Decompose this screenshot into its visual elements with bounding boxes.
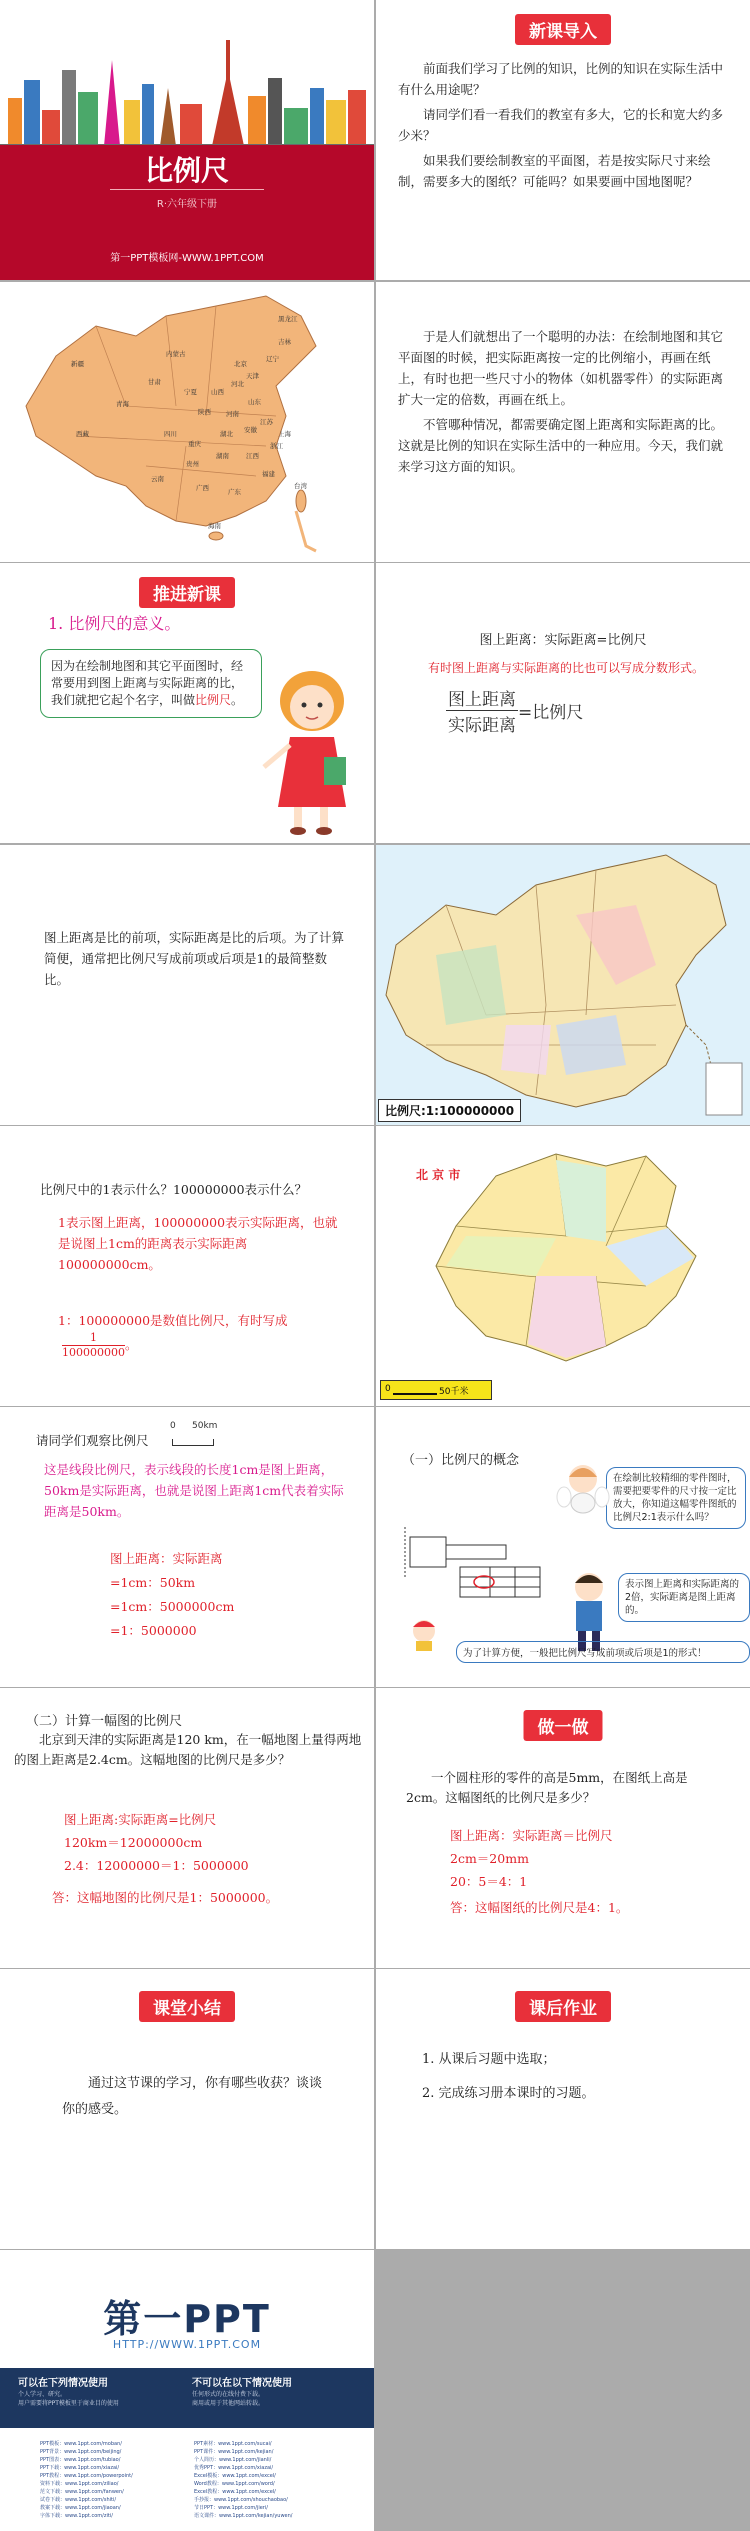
line-scale-figure bbox=[168, 1421, 238, 1449]
section-banner: 新课导入 bbox=[515, 14, 611, 45]
fraction-numerator: 图上距离 bbox=[446, 685, 518, 711]
map-label: 重庆 bbox=[188, 440, 201, 448]
resource-link[interactable]: PPT教程：www.1ppt.com/powerpoint/ bbox=[40, 2473, 133, 2479]
intro-para-3: 如果我们要绘制教室的平面图，若是按实际尺寸来绘制，需要多大的图纸？可能吗？如果要画中国地图呢？ bbox=[398, 153, 711, 189]
explanation-para-1: 于是人们就想出了一个聪明的办法：在绘制地图和其它平面图的时候，把实际距离按一定的比例缩小，再画在纸上，有时也把一些尺寸小的物体（如机器零件）的实际距离扩大一定的倍数，再画在纸上。 bbox=[398, 329, 724, 407]
calc-answer: 答：这幅地图的比例尺是1：5000000。 bbox=[52, 1890, 279, 1905]
map-label: 北京 bbox=[234, 360, 247, 368]
section-banner: 推进新课 bbox=[139, 577, 235, 608]
can-use-item: 用户需要将PPT模板里于商业目的使用 bbox=[18, 2400, 119, 2407]
map-label: 海南 bbox=[208, 522, 221, 530]
map-label: 河南 bbox=[226, 410, 239, 418]
fraction-formula bbox=[446, 685, 583, 736]
resource-link[interactable]: PPT下载：www.1ppt.com/xiazai/ bbox=[40, 2465, 120, 2471]
map-label: 黑龙江 bbox=[278, 315, 298, 323]
slide-ratio-terms[interactable] bbox=[0, 845, 374, 1125]
map-label: 山西 bbox=[211, 388, 224, 396]
line-scale-bar bbox=[172, 1439, 214, 1446]
slide-calculate-scale[interactable] bbox=[0, 1688, 374, 1968]
map-title: 北 京 市 bbox=[416, 1168, 461, 1182]
scale-line bbox=[393, 1393, 437, 1395]
calc-line: 图上距离：实际距离 bbox=[110, 1551, 223, 1566]
brand-logo: 第一PPT bbox=[103, 2297, 271, 2341]
slide-formula[interactable] bbox=[376, 563, 750, 843]
resource-link[interactable]: 教案下载：www.1ppt.com/jiaoan/ bbox=[40, 2505, 121, 2511]
resource-link[interactable]: PPT背景：www.1ppt.com/beijing/ bbox=[40, 2449, 122, 2455]
resource-link[interactable]: 试卷下载：www.1ppt.com/shiti/ bbox=[40, 2497, 117, 2503]
political-map-image bbox=[376, 845, 750, 1125]
calc-line: =1cm：50km bbox=[110, 1575, 196, 1590]
cannot-use-item: 任何形式的在线付费下载。 bbox=[192, 2391, 265, 2398]
answer-bubble bbox=[618, 1573, 750, 1622]
explanation-text bbox=[398, 326, 732, 477]
calc-title: （二）计算一幅图的比例尺 bbox=[26, 1714, 183, 1729]
section-banner: 做一做 bbox=[524, 1710, 603, 1741]
title-band bbox=[0, 145, 374, 280]
kid-illustration bbox=[404, 1613, 444, 1653]
can-use-item: 个人学习、研究。 bbox=[18, 2391, 67, 2398]
line-scale-calculation bbox=[110, 1547, 234, 1643]
intro-para-2: 请同学们看一看我们的教室有多大，它的长和宽大约多少米？ bbox=[398, 107, 724, 143]
line-scale-start: 0 bbox=[170, 1421, 176, 1431]
practice-step: 20：5＝4：1 bbox=[450, 1874, 528, 1889]
map-label: 湖南 bbox=[216, 452, 229, 460]
calc-step: 2.4：12000000＝1：5000000 bbox=[64, 1858, 249, 1873]
fraction-denominator: 100000000 bbox=[62, 1346, 125, 1359]
map-label: 广西 bbox=[196, 484, 209, 492]
explanation-para-2: 不管哪种情况，都需要确定图上距离和实际距离的比。这就是比例的知识在实际生活中的一种应用。今天，我们就来学习这方面的知识。 bbox=[398, 417, 724, 474]
cannot-use-list bbox=[192, 2390, 264, 2408]
map-label: 辽宁 bbox=[266, 355, 279, 363]
map-label: 广东 bbox=[228, 488, 241, 496]
slide-subtitle: R·六年级下册 bbox=[156, 199, 218, 210]
resource-link[interactable]: 语文课件：www.1ppt.com/kejian/yuwen/ bbox=[194, 2513, 293, 2519]
map-label: 吉林 bbox=[278, 338, 291, 346]
map-label: 贵州 bbox=[186, 460, 199, 468]
slide-homework[interactable] bbox=[376, 1969, 750, 2249]
map-label: 青海 bbox=[116, 400, 129, 408]
city-skyline-illustration bbox=[0, 0, 374, 150]
map-label: 甘肃 bbox=[148, 378, 161, 386]
girl-illustration bbox=[260, 657, 364, 837]
slide-beijing-map[interactable] bbox=[376, 1126, 750, 1406]
map-label: 新疆 bbox=[71, 360, 84, 368]
can-use-title: 可以在下列情况使用 bbox=[18, 2378, 108, 2389]
map-label: 江西 bbox=[246, 452, 259, 460]
homework-list bbox=[422, 2049, 595, 2105]
map-label: 宁夏 bbox=[184, 388, 197, 396]
slide-practice[interactable] bbox=[376, 1688, 750, 1968]
resource-link[interactable]: Excel模板：www.1ppt.com/excel/ bbox=[194, 2473, 276, 2479]
part-drawing-image bbox=[400, 1507, 550, 1607]
intro-para-1: 前面我们学习了比例的知识，比例的知识在实际生活中有什么用途呢？ bbox=[398, 61, 724, 97]
practice-step: 2cm＝20mm bbox=[450, 1851, 529, 1866]
calc-step: 图上距离:实际距离=比例尺 bbox=[64, 1812, 217, 1827]
scale-end: 50千米 bbox=[439, 1387, 469, 1397]
resource-link[interactable]: PPT模板：www.1ppt.com/moban/ bbox=[40, 2441, 122, 2447]
question-bubble: 在绘制比较精细的零件图时，需要把要零件的尺寸按一定比放大，你知道这幅零件图纸的比例尺2:1表示什么吗？ bbox=[606, 1467, 746, 1529]
practice-step: 图上距离：实际距离＝比例尺 bbox=[450, 1828, 613, 1843]
slide-political-map[interactable] bbox=[376, 845, 750, 1125]
map-label: 山东 bbox=[248, 398, 261, 406]
resource-link[interactable]: Excel教程：www.1ppt.com/excel/ bbox=[194, 2489, 276, 2495]
map-label: 云南 bbox=[151, 475, 164, 483]
calc-step: 120km＝12000000cm bbox=[64, 1835, 203, 1850]
cupid-illustration bbox=[556, 1457, 610, 1517]
calc-line: =1：5000000 bbox=[110, 1623, 197, 1638]
fraction-numerator: 1 bbox=[62, 1331, 125, 1346]
observe-text: 请同学们观察比例尺 bbox=[36, 1433, 149, 1448]
beijing-scale-bar bbox=[380, 1380, 492, 1400]
map-label: 浙江 bbox=[270, 442, 283, 450]
slide-explanation[interactable] bbox=[376, 282, 750, 562]
concept-footer-bubble: 为了计算方便，一般把比例尺写成前项或后项是1的形式！ bbox=[456, 1641, 750, 1663]
fraction-rhs: =比例尺 bbox=[518, 703, 584, 723]
usage-terms-band bbox=[0, 2368, 374, 2428]
bubble-keyword: 比例尺 bbox=[195, 693, 232, 707]
map-label: 内蒙古 bbox=[166, 350, 186, 358]
fraction-note: 有时图上距离与实际距离的比也可以写成分数形式。 bbox=[427, 661, 704, 675]
resource-link[interactable]: Word教程：www.1ppt.com/word/ bbox=[194, 2481, 275, 2487]
resource-link[interactable]: 手抄报：www.1ppt.com/shouchaobao/ bbox=[194, 2497, 288, 2503]
concept-title: （一）比例尺的概念 bbox=[402, 1453, 520, 1468]
calc-problem: 北京到天津的实际距离是120 km，在一幅地图上量得两地的图上距离是2.4cm。这幅地图的比例尺是多少？ bbox=[14, 1732, 362, 1767]
bubble-tail: 。 bbox=[231, 693, 244, 707]
practice-steps bbox=[450, 1824, 613, 1893]
brand-url[interactable]: HTTP://WWW.1PPT.COM bbox=[112, 2338, 262, 2351]
resource-link[interactable]: PPT图表：www.1ppt.com/tubiao/ bbox=[40, 2457, 121, 2463]
slide-meaning[interactable] bbox=[0, 563, 374, 843]
numeric-scale-note bbox=[58, 1310, 348, 1360]
can-use-list bbox=[18, 2390, 119, 2408]
resource-link[interactable]: 范文下载：www.1ppt.com/fanwen/ bbox=[40, 2489, 124, 2495]
resource-link[interactable]: 个人简历：www.1ppt.com/jianli/ bbox=[194, 2457, 272, 2463]
resource-link[interactable]: 字体下载：www.1ppt.com/ziti/ bbox=[40, 2513, 113, 2519]
map-scale-label: 比例尺:1:100000000 bbox=[378, 1099, 521, 1122]
cannot-use-title: 不可以在以下情况使用 bbox=[192, 2378, 292, 2389]
calc-steps bbox=[64, 1808, 249, 1877]
map-label: 安徽 bbox=[244, 426, 257, 434]
title-divider bbox=[110, 189, 264, 190]
practice-problem: 一个圆柱形的零件的高是5mm，在图纸上高是2cm。这幅图纸的比例尺是多少？ bbox=[406, 1770, 688, 1805]
resource-link[interactable]: PPT课件：www.1ppt.com/kejian/ bbox=[194, 2449, 274, 2455]
map-label: 福建 bbox=[262, 470, 275, 478]
site-footer: 第一PPT模板网-WWW.1PPT.COM bbox=[110, 253, 264, 264]
section-heading: 1. 比例尺的意义。 bbox=[48, 614, 181, 633]
section-banner: 课堂小结 bbox=[139, 1991, 235, 2022]
links-right-list bbox=[194, 2440, 292, 2520]
resource-link[interactable]: 优秀PPT：www.1ppt.com/xiazai/ bbox=[194, 2465, 274, 2471]
slide-scale-meaning[interactable] bbox=[0, 1126, 374, 1406]
cannot-use-item: 商用或用于其他网站转载。 bbox=[192, 2400, 265, 2407]
resource-link[interactable]: 节日PPT：www.1ppt.com/jieri/ bbox=[194, 2505, 268, 2511]
china-map-image bbox=[16, 286, 336, 554]
slide-title[interactable] bbox=[0, 0, 374, 280]
speech-bubble bbox=[40, 649, 262, 718]
slide-credits[interactable] bbox=[0, 2250, 374, 2531]
scale-answer: 1表示图上距离，100000000表示实际距离，也就是说图上1cm的距离表示实际距离100000000cm。 bbox=[58, 1215, 338, 1272]
line-scale-end: 50km bbox=[192, 1421, 218, 1431]
links-left-list bbox=[40, 2440, 133, 2520]
summary-text: 通过这节课的学习，你有哪些收获？谈谈你的感受。 bbox=[62, 2076, 323, 2117]
slide-title-text: 比例尺 bbox=[144, 154, 229, 187]
homework-item: 2. 完成练习册本课时的习题。 bbox=[422, 2086, 595, 2101]
slide-line-scale[interactable] bbox=[0, 1407, 374, 1687]
slide-concept[interactable] bbox=[376, 1407, 750, 1687]
section-banner: 课后作业 bbox=[515, 1991, 611, 2022]
scale-question: 比例尺中的1表示什么？100000000表示什么？ bbox=[40, 1182, 308, 1197]
formula-text: 图上距离：实际距离=比例尺 bbox=[479, 633, 647, 648]
slide-china-map[interactable] bbox=[0, 282, 374, 562]
practice-answer: 答：这幅图纸的比例尺是4：1。 bbox=[450, 1900, 629, 1915]
scale-start: 0 bbox=[385, 1384, 391, 1394]
answer-bubble-tail: 。 bbox=[634, 1605, 645, 1616]
bubble-text: 因为在绘制地图和其它平面图时，经常要用到图上距离与实际距离的比，我们就把它起个名字，叫做 bbox=[51, 659, 244, 707]
map-label: 陕西 bbox=[198, 408, 211, 416]
numeric-scale-text: 1：100000000是数值比例尺，有时写成 bbox=[58, 1313, 288, 1328]
map-label: 湖北 bbox=[220, 430, 233, 438]
resource-link[interactable]: 资料下载：www.1ppt.com/ziliao/ bbox=[40, 2481, 119, 2487]
intro-text bbox=[398, 58, 730, 192]
resource-link[interactable]: PPT素材：www.1ppt.com/sucai/ bbox=[194, 2441, 272, 2447]
calc-line: =1cm：5000000cm bbox=[110, 1599, 235, 1614]
map-label: 天津 bbox=[246, 372, 259, 380]
fraction-denominator: 实际距离 bbox=[448, 716, 516, 736]
map-label: 四川 bbox=[164, 430, 177, 438]
answer-bubble-text: 表示图上距离和实际距离的2倍，实际距离是图上距离的 bbox=[625, 1579, 740, 1616]
numeric-scale-dot: 。 bbox=[125, 1337, 138, 1352]
map-label: 江苏 bbox=[260, 418, 273, 426]
map-label: 上海 bbox=[278, 430, 291, 438]
slide-intro[interactable] bbox=[376, 0, 750, 280]
map-label: 河北 bbox=[231, 380, 244, 388]
slide-summary[interactable] bbox=[0, 1969, 374, 2249]
line-scale-explanation: 这是线段比例尺，表示线段的长度1cm是图上距离，50km是实际距离，也就是说图上距离1cm代表着实际距离是50km。 bbox=[44, 1462, 344, 1519]
map-label: 西藏 bbox=[76, 430, 89, 438]
ratio-terms-text: 图上距离是比的前项，实际距离是比的后项。为了计算简便，通常把比例尺写成前项或后项是1的最简整数比。 bbox=[44, 930, 345, 987]
map-label: 台湾 bbox=[294, 482, 307, 490]
homework-item: 1. 从课后习题中选取； bbox=[422, 2052, 556, 2067]
